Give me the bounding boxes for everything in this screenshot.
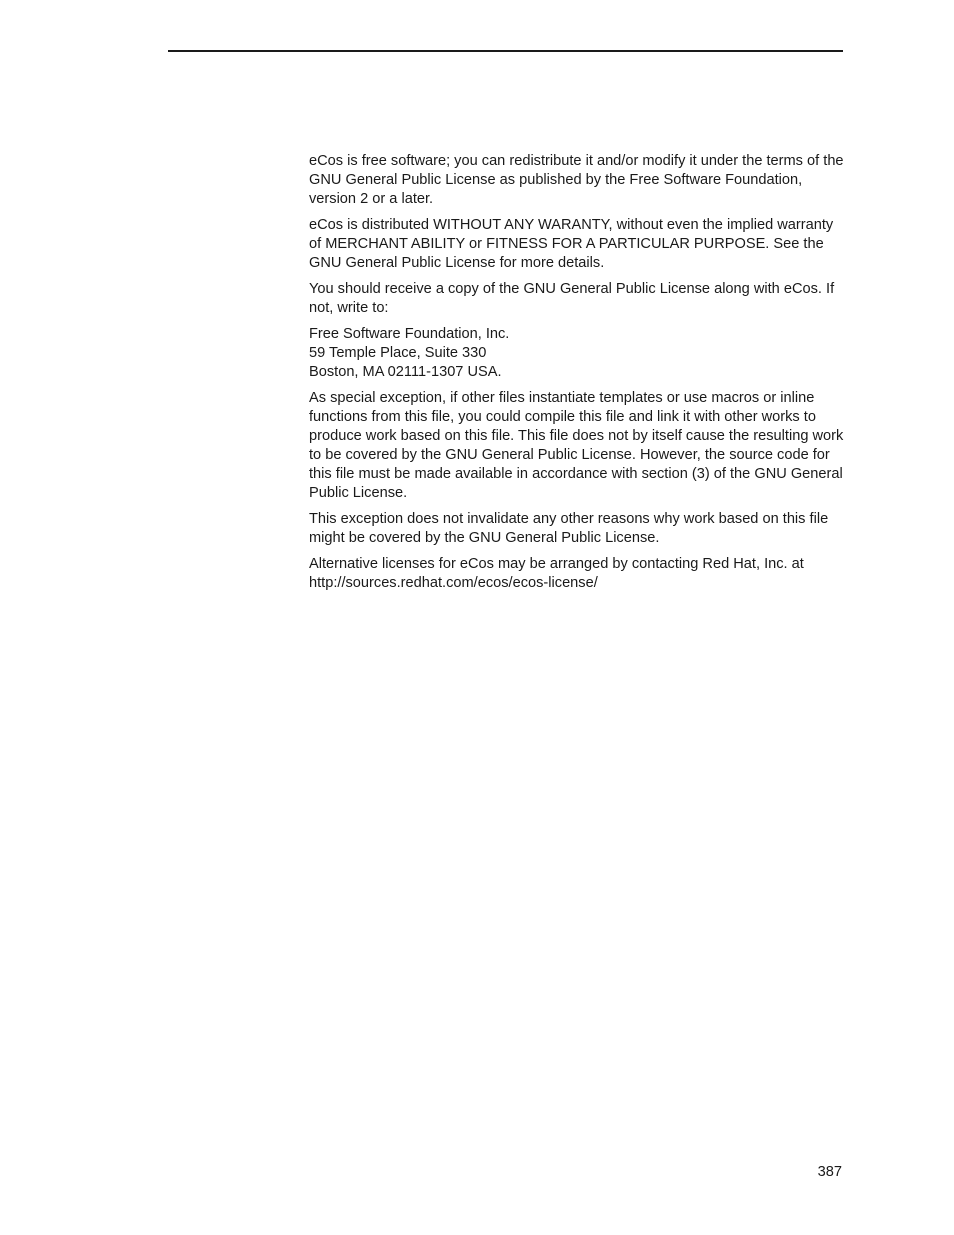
paragraph-exception-scope: This exception does not invalidate any other reasons why work based on this file might be covered by the GNU General Public License.	[309, 511, 829, 546]
address-line-city: Boston, MA 02111-1307 USA.	[309, 364, 502, 380]
license-text	[309, 152, 845, 600]
page-number: 387	[817, 1164, 842, 1180]
paragraph-special-exception: As special exception, if other files instantiate templates or use macros or inline functions from this file, you could compile this file and link it with other works to produce work based on this file. This file does not by itself cause the resulting work to be covered by the GNU General Public License. However, the source code for this file must be made available in accordance with section (3) of the GNU General Public License.	[309, 390, 844, 501]
paragraph-free-software: eCos is free software; you can redistribute it and/or modify it under the terms of the GNU General Public License as published by the Free Software Foundation, version 2 or a later.	[309, 153, 844, 207]
header-rule	[168, 50, 843, 52]
paragraph-warranty: eCos is distributed WITHOUT ANY WARANTY, without even the implied warranty of MERCHANT ABILITY or FITNESS FOR A PARTICULAR PURPOSE. See the GNU General Public License for more details.	[309, 217, 834, 271]
address-line-organization: Free Software Foundation, Inc.	[309, 326, 510, 342]
address-block	[309, 325, 845, 382]
paragraph-receive-copy: You should receive a copy of the GNU General Public License along with eCos. If not, write to:	[309, 281, 835, 316]
paragraph-alternative-licenses: Alternative licenses for eCos may be arranged by contacting Red Hat, Inc. at http://sources.redhat.com/ecos/ecos-license/	[309, 556, 804, 591]
address-line-street: 59 Temple Place, Suite 330	[309, 345, 487, 361]
